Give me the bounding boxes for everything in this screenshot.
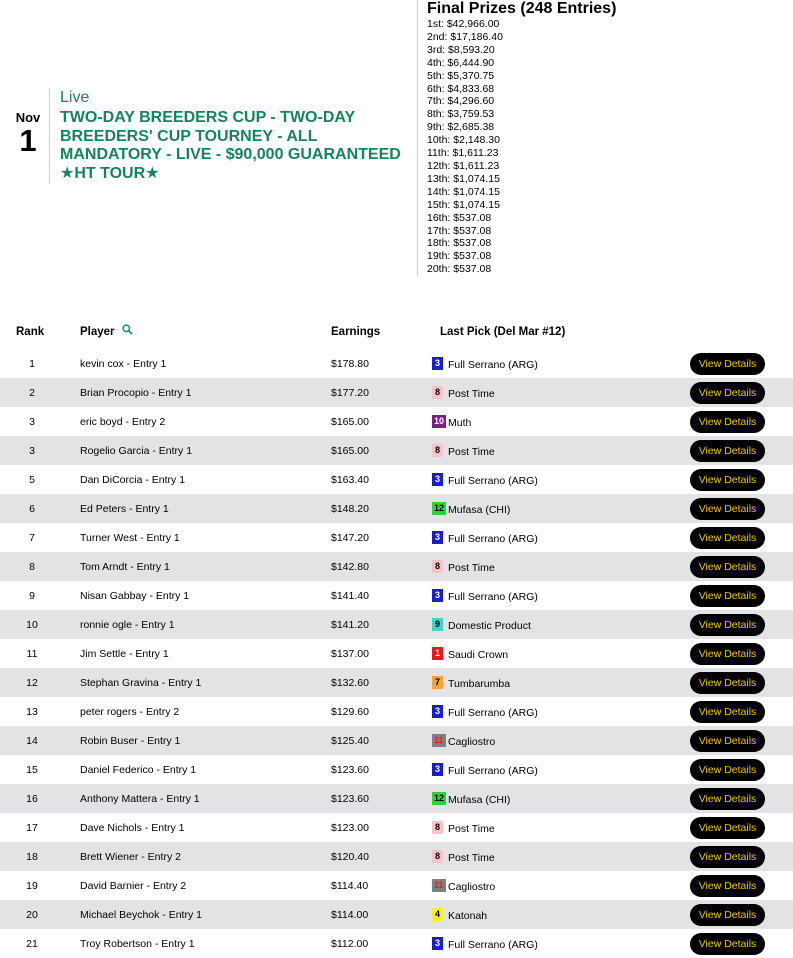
program-number-badge: 11 [434,735,444,745]
row-rank: 8 [29,561,35,573]
table-row [0,697,793,726]
row-rank: 1 [29,358,35,370]
row-horse: Cagliostro [448,736,496,748]
final-prizes [427,0,787,276]
row-earnings: $165.00 [331,445,369,457]
view-details-button[interactable]: View Details [690,382,765,404]
row-rank: 3 [29,416,35,428]
row-earnings: $123.60 [331,764,369,776]
program-number-badge: 8 [432,386,443,399]
row-horse: Post Time [448,852,495,864]
row-horse: Domestic Product [448,620,531,632]
prize-line: 6th: $4,833.68 [427,82,495,95]
row-horse: Mufasa (CHI) [448,794,511,806]
event-info [60,89,410,183]
prize-line: 5th: $5,370.75 [427,69,495,82]
event-title: TWO-DAY BREEDERS CUP - TWO-DAY BREEDERS' CUP TOURNEY - ALL MANDATORY - LIVE - $90,000 GUARANTEED ★HT TOUR★ [60,109,401,182]
program-number-badge: 4 [432,908,443,921]
prize-line: 10th: $2,148.30 [427,134,500,147]
row-player: ronnie ogle - Entry 1 [80,619,175,631]
prize-line: 2nd: $17,186.40 [427,30,503,43]
row-earnings: $148.20 [331,503,369,515]
row-player: Tom Arndt - Entry 1 [80,561,170,573]
row-player: Brian Procopio - Entry 1 [80,387,192,399]
view-details-button[interactable]: View Details [690,556,765,578]
table-header [0,320,793,346]
row-earnings: $114.40 [331,880,369,892]
program-number-badge: 12 [434,503,445,513]
program-number-badge: 12 [434,793,445,803]
view-details-button[interactable]: View Details [690,933,765,955]
row-rank: 10 [26,619,38,631]
row-earnings: $120.40 [331,851,369,863]
row-horse: Cagliostro [448,881,496,893]
program-number-badge: 3 [432,705,443,718]
row-player: Dan DiCorcia - Entry 1 [80,474,186,486]
table-row [0,929,793,958]
row-earnings: $112.00 [331,938,369,950]
table-row [0,784,793,813]
view-details-button[interactable]: View Details [690,904,765,926]
row-horse: Katonah [448,910,488,922]
row-rank: 12 [26,677,38,689]
row-earnings: $147.20 [331,532,369,544]
view-details-button[interactable]: View Details [690,498,765,520]
earnings-header: Earnings [331,326,381,338]
row-rank: 3 [29,445,35,457]
row-horse: Saudi Crown [448,649,509,661]
row-rank: 18 [26,851,38,863]
view-details-button[interactable]: View Details [690,788,765,810]
row-rank: 7 [29,532,35,544]
event-day: 1 [19,123,37,158]
row-rank: 11 [26,648,38,660]
table-row [0,726,793,755]
view-details-button[interactable]: View Details [690,701,765,723]
view-details-button[interactable]: View Details [690,440,765,462]
table-row [0,378,793,407]
row-player: David Barnier - Entry 2 [80,880,187,892]
table-row [0,871,793,900]
prize-line: 16th: $537.08 [427,211,492,224]
program-number-badge: 1 [432,647,443,660]
program-number-badge: 10 [434,416,445,426]
row-rank: 2 [29,387,35,399]
row-rank: 13 [26,706,38,718]
row-player: Turner West - Entry 1 [80,532,180,544]
prize-list [427,18,787,276]
view-details-button[interactable]: View Details [690,759,765,781]
prize-line: 11th: $1,611.23 [427,147,499,160]
view-details-button[interactable]: View Details [690,672,765,694]
program-number-badge: 3 [432,473,443,486]
event-status: Live [60,89,90,106]
prize-line: 12th: $1,611.23 [427,159,500,172]
row-earnings: $163.40 [331,474,369,486]
last-pick-header: Last Pick (Del Mar #12) [440,326,566,338]
table-row [0,494,793,523]
program-number-badge: 3 [432,357,443,370]
row-earnings: $132.60 [331,677,369,689]
leaderboard-table [0,349,793,958]
event-date [10,110,46,157]
prize-line: 20th: $537.08 [427,263,492,276]
row-rank: 19 [26,880,38,892]
prize-line: 13th: $1,074.15 [427,172,500,185]
row-horse: Full Serrano (ARG) [448,359,538,371]
row-player: kevin cox - Entry 1 [80,358,167,370]
row-rank: 17 [26,822,38,834]
row-player: Ed Peters - Entry 1 [80,503,169,515]
row-horse: Full Serrano (ARG) [448,765,538,777]
row-earnings: $125.40 [331,735,369,747]
row-player: eric boyd - Entry 2 [80,416,166,428]
row-player: Jim Settle - Entry 1 [80,648,169,660]
row-horse: Post Time [448,823,495,835]
program-number-badge: 7 [432,676,443,689]
row-earnings: $129.60 [331,706,369,718]
row-horse: Full Serrano (ARG) [448,707,538,719]
table-row [0,610,793,639]
prize-line: 8th: $3,759.53 [427,108,495,121]
row-earnings: $165.00 [331,416,369,428]
row-earnings: $141.20 [331,619,369,631]
row-rank: 20 [26,909,38,921]
row-earnings: $177.20 [331,387,369,399]
row-player: Daniel Federico - Entry 1 [80,764,197,776]
table-row [0,900,793,929]
table-row [0,755,793,784]
program-number-badge: 9 [432,618,443,631]
row-horse: Full Serrano (ARG) [448,475,538,487]
table-row [0,436,793,465]
row-player: Brett Wiener - Entry 2 [80,851,181,863]
prizes-heading: Final Prizes (248 Entries) [427,0,617,17]
table-row [0,465,793,494]
table-row [0,552,793,581]
program-number-badge: 3 [432,589,443,602]
row-player: Michael Beychok - Entry 1 [80,909,202,921]
view-details-button[interactable]: View Details [690,353,765,375]
program-number-badge: 8 [432,821,443,834]
row-earnings: $142.80 [331,561,369,573]
player-header: Player [80,326,115,338]
prize-line: 3rd: $8,593.20 [427,43,495,56]
prize-line: 14th: $1,074.15 [427,185,500,198]
table-row [0,813,793,842]
divider [417,0,418,276]
row-player: Stephan Gravina - Entry 1 [80,677,202,689]
program-number-badge: 3 [432,763,443,776]
event-month: Nov [15,110,41,125]
view-details-button[interactable]: View Details [690,585,765,607]
program-number-badge: 3 [432,531,443,544]
prize-line: 4th: $6,444.90 [427,56,495,69]
table-row [0,407,793,436]
row-horse: Mufasa (CHI) [448,504,511,516]
row-earnings: $123.60 [331,793,369,805]
view-details-button[interactable]: View Details [690,643,765,665]
row-rank: 16 [26,793,38,805]
table-row [0,639,793,668]
program-number-badge: 8 [432,560,443,573]
row-player: Anthony Mattera - Entry 1 [80,793,200,805]
prize-line: 7th: $4,296.60 [427,95,495,108]
table-row [0,842,793,871]
view-details-button[interactable]: View Details [690,875,765,897]
row-earnings: $141.40 [331,590,369,602]
row-earnings: $123.00 [331,822,369,834]
row-rank: 15 [26,764,38,776]
row-player: Robin Buser - Entry 1 [80,735,181,747]
prize-line: 9th: $2,685.38 [427,121,495,134]
row-player: Nisan Gabbay - Entry 1 [80,590,190,602]
view-details-button[interactable]: View Details [690,469,765,491]
view-details-button[interactable]: View Details [690,527,765,549]
row-player: Dave Nichols - Entry 1 [80,822,185,834]
table-row [0,349,793,378]
row-horse: Full Serrano (ARG) [448,939,538,951]
row-rank: 14 [26,735,38,747]
view-details-button[interactable]: View Details [690,846,765,868]
program-number-badge: 8 [432,850,443,863]
row-earnings: $178.80 [331,358,369,370]
prize-line: 18th: $537.08 [427,237,492,250]
row-horse: Full Serrano (ARG) [448,591,538,603]
program-number-badge: 8 [432,444,443,457]
row-rank: 6 [29,503,35,515]
program-number-badge: 11 [434,880,444,890]
program-number-badge: 3 [432,937,443,950]
view-details-button[interactable]: View Details [690,730,765,752]
prize-line: 19th: $537.08 [427,250,492,263]
row-horse: Muth [448,417,472,429]
table-row [0,668,793,697]
divider [49,88,50,184]
table-row [0,523,793,552]
row-horse: Full Serrano (ARG) [448,533,538,545]
row-rank: 9 [29,590,35,602]
prize-line: 15th: $1,074.15 [427,198,500,211]
row-player: Rogelio Garcia - Entry 1 [80,445,193,457]
prize-line: 17th: $537.08 [427,224,492,237]
row-earnings: $114.00 [331,909,369,921]
prize-line: 1st: $42,966.00 [427,18,500,30]
search-icon[interactable] [122,324,133,338]
view-details-button[interactable]: View Details [690,411,765,433]
table-row [0,581,793,610]
row-horse: Post Time [448,562,495,574]
row-player: Troy Robertson - Entry 1 [80,938,195,950]
row-horse: Tumbarumba [448,678,511,690]
row-player: peter rogers - Entry 2 [80,706,180,718]
row-horse: Post Time [448,446,495,458]
row-earnings: $137.00 [331,648,369,660]
row-rank: 5 [29,474,35,486]
row-rank: 21 [26,938,38,950]
view-details-button[interactable]: View Details [690,614,765,636]
rank-header: Rank [16,326,45,338]
row-horse: Post Time [448,388,495,400]
view-details-button[interactable]: View Details [690,817,765,839]
